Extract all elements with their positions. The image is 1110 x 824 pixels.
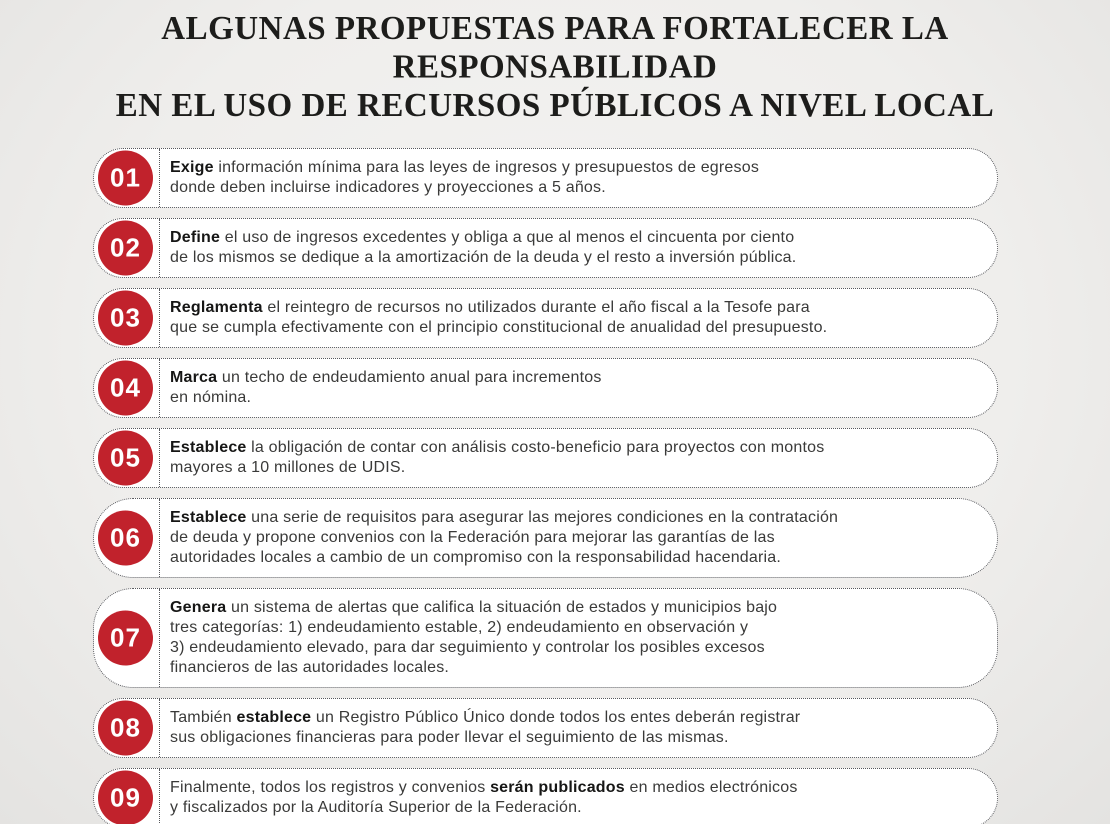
proposal-item-09 <box>93 768 998 824</box>
item-text-line: Establece la obligación de contar con análisis costo-beneficio para proyectos con montos <box>170 439 825 456</box>
item-text-line: de los mismos se dedique a la amortización de la deuda y el resto a inversión pública. <box>170 249 797 266</box>
item-text-line: Marca un techo de endeudamiento anual para incrementos <box>170 369 602 386</box>
proposal-item-06 <box>93 498 998 578</box>
page-title-line2: EN EL USO DE RECURSOS PÚBLICOS A NIVEL LOCAL <box>115 86 995 125</box>
item-text-line: Finalmente, todos los registros y convenios serán publicados en medios electrónicos <box>170 779 798 796</box>
item-number-badge: 09 <box>98 771 153 824</box>
proposal-item-03 <box>93 288 998 348</box>
proposal-item-07 <box>93 588 998 688</box>
item-number-badge: 07 <box>98 611 153 666</box>
item-text-line: financieros de las autoridades locales. <box>170 659 450 676</box>
item-number-badge: 02 <box>98 221 153 276</box>
item-text-line: y fiscalizados por la Auditoría Superior de la Federación. <box>170 799 582 816</box>
item-text-line: 3) endeudamiento elevado, para dar seguimiento y controlar los posibles excesos <box>170 639 765 656</box>
proposal-item-05 <box>93 428 998 488</box>
page-title-line1: ALGUNAS PROPUESTAS PARA FORTALECER LA RESPONSABILIDAD <box>161 10 949 86</box>
proposal-item-02 <box>93 218 998 278</box>
item-text-line: que se cumpla efectivamente con el principio constitucional de anualidad del presupuesto. <box>170 319 828 336</box>
item-text-line: autoridades locales a cambio de un compromiso con la responsabilidad hacendaria. <box>170 549 782 566</box>
item-text-line: Exige información mínima para las leyes de ingresos y presupuestos de egresos <box>170 159 760 176</box>
proposal-item-04 <box>93 358 998 418</box>
proposal-list <box>93 148 998 824</box>
item-number-badge: 01 <box>98 151 153 206</box>
item-text-line: sus obligaciones financieras para poder llevar el seguimiento de las mismas. <box>170 729 729 746</box>
page-title <box>0 0 1110 125</box>
item-text-line: Define el uso de ingresos excedentes y obliga a que al menos el cincuenta por ciento <box>170 229 795 246</box>
item-number-badge: 08 <box>98 701 153 756</box>
item-text-line: de deuda y propone convenios con la Federación para mejorar las garantías de las <box>170 529 775 546</box>
item-text-line: Reglamenta el reintegro de recursos no utilizados durante el año fiscal a la Tesofe para <box>170 299 810 316</box>
item-number-badge: 05 <box>98 431 153 486</box>
item-text-line: en nómina. <box>170 389 252 406</box>
item-text-line: Genera un sistema de alertas que califica la situación de estados y municipios bajo <box>170 599 778 616</box>
item-number-badge: 06 <box>98 511 153 566</box>
item-text-line: mayores a 10 millones de UDIS. <box>170 459 406 476</box>
proposal-item-01 <box>93 148 998 208</box>
item-number-badge: 03 <box>98 291 153 346</box>
item-text-line: También establece un Registro Público Único donde todos los entes deberán registrar <box>170 709 801 726</box>
item-text-line: tres categorías: 1) endeudamiento estable, 2) endeudamiento en observación y <box>170 619 749 636</box>
item-text-line: donde deben incluirse indicadores y proyecciones a 5 años. <box>170 179 606 196</box>
item-number-badge: 04 <box>98 361 153 416</box>
proposal-item-08 <box>93 698 998 758</box>
item-text-line: Establece una serie de requisitos para asegurar las mejores condiciones en la contratación <box>170 509 839 526</box>
